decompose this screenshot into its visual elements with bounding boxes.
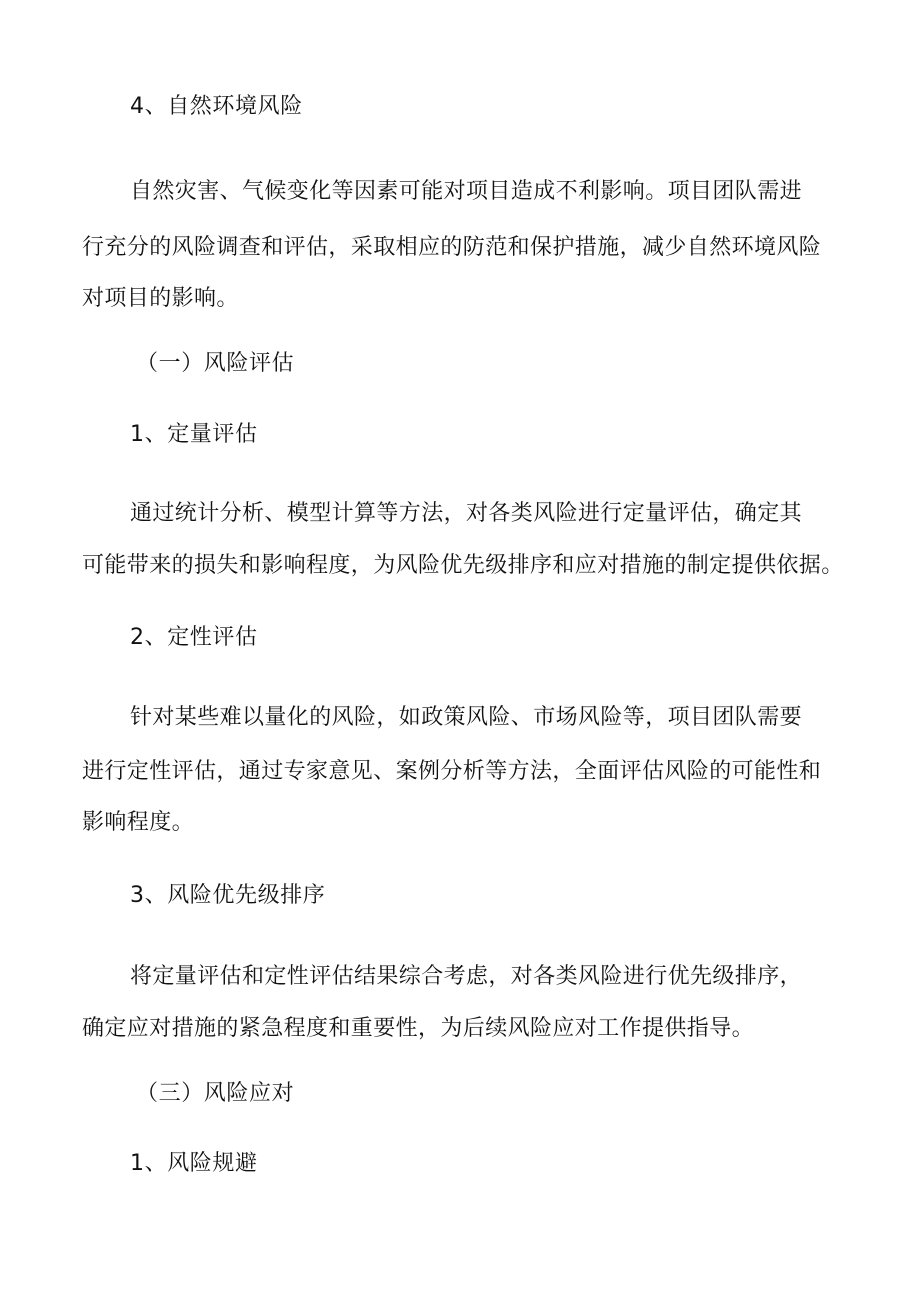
heading-avoidance: 1、风险规避 (130, 1151, 258, 1176)
heading-natural-risk: 4、自然环境风险 (130, 94, 303, 119)
section-heading-assessment: （一）风险评估 (136, 351, 295, 376)
paragraph-line: 影响程度。 (82, 810, 195, 835)
paragraph-line: 通过统计分析、模型计算等方法，对各类风险进行定量评估，确定其 (130, 501, 803, 526)
section-heading-response: （三）风险应对 (136, 1081, 295, 1106)
paragraph-line: 将定量评估和定性评估结果综合考虑，对各类风险进行优先级排序， (130, 964, 803, 989)
paragraph-line: 确定应对措施的紧急程度和重要性，为后续风险应对工作提供指导。 (82, 1016, 755, 1041)
paragraph-line: 自然灾害、气候变化等因素可能对项目造成不利影响。项目团队需进 (130, 179, 803, 204)
paragraph-line: 针对某些难以量化的风险，如政策风险、市场风险等，项目团队需要 (130, 705, 803, 730)
paragraph-line: 进行定性评估，通过专家意见、案例分析等方法，全面评估风险的可能性和 (82, 759, 822, 784)
heading-qualitative: 2、定性评估 (130, 625, 258, 650)
paragraph-line: 可能带来的损失和影响程度，为风险优先级排序和应对措施的制定提供依据。 (82, 553, 844, 578)
heading-quantitative: 1、定量评估 (130, 422, 258, 447)
paragraph-line: 对项目的影响。 (82, 286, 239, 311)
paragraph-line: 行充分的风险调查和评估，采取相应的防范和保护措施，减少自然环境风险 (82, 235, 822, 260)
heading-priority: 3、风险优先级排序 (130, 883, 326, 908)
